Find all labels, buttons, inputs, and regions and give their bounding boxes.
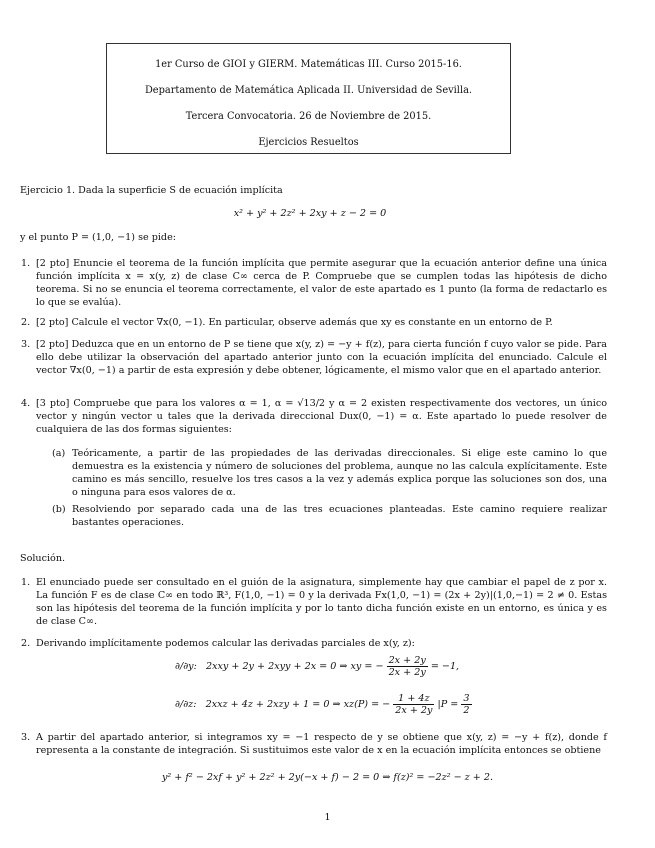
sub-item-text: Resolviendo por separado cada una de las tres ecuaciones planteadas. Este camino requiere realizar bastantes operaciones. bbox=[72, 504, 607, 528]
derivative-z-lhs: 2xxz + 4z + 2xzy + 1 = 0 ⇒ xz(P) = − bbox=[205, 699, 391, 711]
list-item bbox=[21, 339, 607, 378]
item-text: [2 pto] Deduzca que en un entorno de P se tiene que x(y, z) = −y + f(z), para cierta función f cuyo valor se pide. Para ello debe utilizar la observación del apartado anterior junto con la ecuación implícita del enunciado. Calcule el vector ∇x(0, −1) a partir de esta expresión y debe obtener, lógicamente, el mismo valor que en el apartado anterior. bbox=[36, 339, 607, 376]
item-number: 2. bbox=[21, 317, 31, 328]
derivative-y-lhs: 2xxy + 2y + 2xyy + 2x = 0 ⇒ xy = − bbox=[205, 661, 384, 673]
header-box bbox=[106, 43, 511, 154]
list-item bbox=[21, 577, 607, 629]
sub-item-label: (a) bbox=[52, 448, 66, 459]
header-line-convocatoria: Tercera Convocatoria. 26 de Noviembre de 2015. bbox=[185, 111, 432, 122]
item-text: Derivando implícitamente podemos calcular las derivadas parciales de x(y, z): bbox=[36, 638, 415, 649]
item-text: [3 pto] Compruebe que para los valores α = 1, α = √13/2 y α = 2 existen respectivamente dos vectores, un único vector y ningún vector u tales que la derivada direccional Duх(0, −1) = α. Este apartado lo puede resolver de cualquiera de las dos formas siguientes: bbox=[36, 398, 607, 435]
derivative-z-result-numerator: 3 bbox=[463, 693, 470, 704]
page-number: 1 bbox=[324, 812, 331, 823]
derivative-y-operator: ∂/∂y: bbox=[175, 661, 197, 673]
derivative-y-denominator: 2x + 2y bbox=[388, 667, 426, 679]
item-number: 3. bbox=[21, 339, 31, 350]
list-item bbox=[21, 398, 607, 437]
exercise-point: y el punto P = (1,0, −1) se pide: bbox=[20, 232, 176, 243]
solution-title: Solución. bbox=[20, 553, 66, 564]
derivative-z-numerator: 1 + 4z bbox=[393, 693, 434, 705]
sub-item-label: (b) bbox=[52, 504, 66, 515]
list-item bbox=[21, 732, 607, 758]
derivative-z-result-fraction bbox=[461, 693, 471, 716]
exercise-intro: Ejercicio 1. Dada la superficie S de ecuación implícita bbox=[20, 185, 283, 196]
derivative-y-fraction bbox=[387, 655, 428, 678]
derivative-z-operator: ∂/∂z: bbox=[175, 699, 197, 711]
derivative-z-denominator: 2x + 2y bbox=[395, 705, 433, 717]
derivative-z-equals: = bbox=[450, 699, 459, 711]
item-number: 2. bbox=[21, 638, 31, 649]
item-number: 1. bbox=[21, 258, 31, 269]
derivative-z-equation bbox=[175, 693, 472, 716]
header-line-course: 1er Curso de GIOI y GIERM. Matemáticas III. Curso 2015-16. bbox=[155, 59, 462, 70]
sub-item bbox=[52, 448, 607, 500]
exercise-equation: x² + y² + 2z² + 2xy + z − 2 = 0 bbox=[233, 208, 387, 219]
derivative-y-equation bbox=[175, 655, 459, 678]
item-number: 3. bbox=[21, 732, 31, 743]
derivative-z-evaluation: |P bbox=[437, 699, 448, 711]
item-text: A partir del apartado anterior, si integramos xy = −1 respecto de y se obtiene que x(y, z) = −y + f(z), donde f representa a la constante de integración. Si sustituimos este valor de x en la ecuación implícita entonces se obtiene bbox=[36, 732, 607, 756]
header-line-department: Departamento de Matemática Aplicada II. Universidad de Sevilla. bbox=[144, 85, 473, 96]
list-item bbox=[21, 317, 607, 330]
sub-item-text: Teóricamente, a partir de las propiedades de las derivadas direccionales. Si elige este camino lo que demuestra es la existencia y número de soluciones del problema, aunque no las calcula explícitamente. Este camino es más sencillo, resuelve los tres casos a la vez y además explica porque las soluciones son dos, una o ninguna para esos valores de α. bbox=[72, 448, 607, 498]
header-line-title: Ejercicios Resueltos bbox=[258, 137, 359, 148]
derivative-z-fraction bbox=[393, 693, 434, 716]
derivative-y-numerator: 2x + 2y bbox=[388, 655, 426, 666]
list-item bbox=[21, 258, 607, 310]
derivative-y-result: = −1, bbox=[430, 661, 460, 673]
item-text: [2 pto] Enuncie el teorema de la función implícita que permite asegurar que la ecuación anterior define una única función implícita x = x(y, z) de clase C∞ cerca de P. Compruebe que se cumplen todas las hipótesis de dicho teorema. Si no se enuncia el teorema correctamente, el valor de este apartado es 1 punto (la forma de redactarlo es lo que se evalúa). bbox=[36, 258, 607, 308]
sub-item bbox=[52, 504, 607, 530]
item-number: 1. bbox=[21, 577, 31, 588]
item-number: 4. bbox=[21, 398, 31, 409]
final-equation: y² + f² − 2xf + y² + 2z² + 2y(−x + f) − 2 = 0 ⇒ f(z)² = −2z² − z + 2. bbox=[161, 772, 494, 783]
list-item bbox=[21, 638, 607, 651]
item-text: [2 pto] Calcule el vector ∇x(0, −1). En particular, observe además que xy es constante en un entorno de P. bbox=[36, 317, 553, 328]
derivative-z-result-denominator: 2 bbox=[463, 705, 470, 717]
item-text: El enunciado puede ser consultado en el guión de la asignatura, simplemente hay que cambiar el papel de z por x. La función F es de clase C∞ en todo ℝ³, F(1,0, −1) = 0 y la derivada Fx(1,0, −1) = (2x + 2y)|(1,0,−1) = 2 ≠ 0. Estas son las hipótesis del teorema de la función implícita y por lo tanto dicha función existe en un entorno, es única y es de clase C∞. bbox=[36, 577, 607, 627]
